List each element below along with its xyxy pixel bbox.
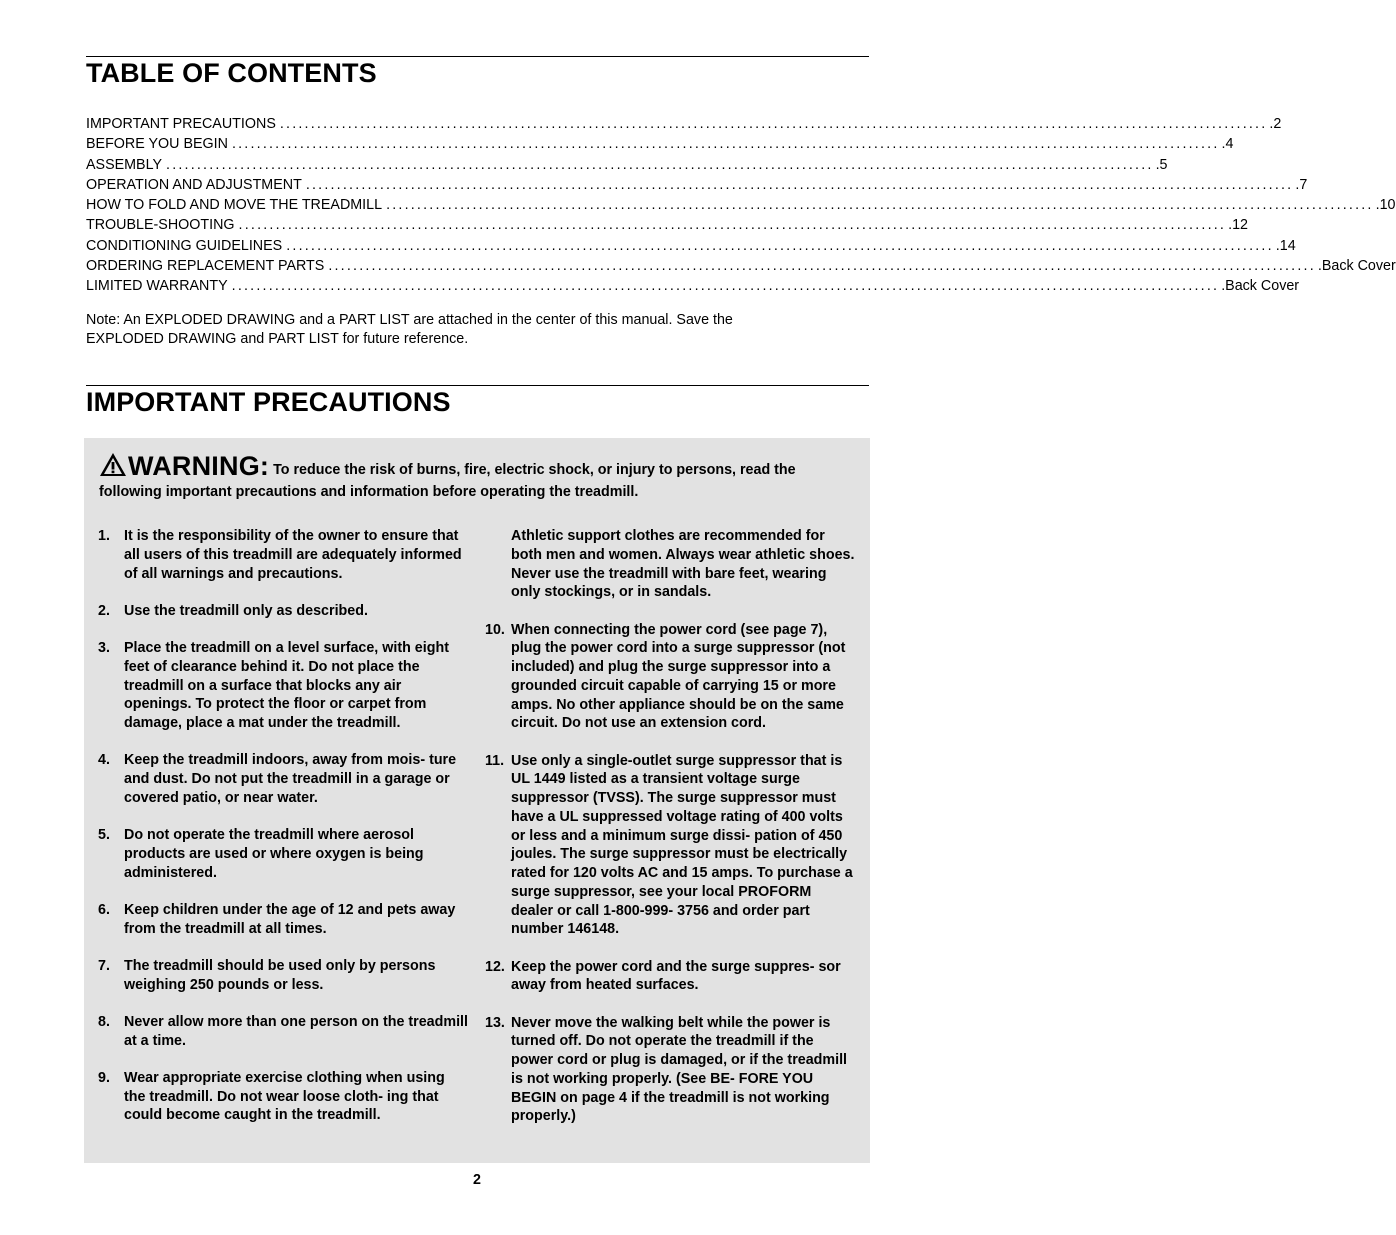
precaution-text: Never allow more than one person on the treadmill at a time. <box>124 1013 468 1049</box>
precaution-item <box>98 826 470 882</box>
precaution-item <box>485 1014 857 1127</box>
precaution-item <box>485 958 857 996</box>
toc-list <box>86 114 1396 297</box>
toc-note <box>86 311 869 349</box>
toc-entry <box>86 215 1248 235</box>
precaution-text: Place the treadmill on a level surface, with eight feet of clearance behind it. Do not place the treadmill on a surface that blocks any air openings. To protect the floor or carpet from damage, place a mat under the treadmill. <box>124 640 449 731</box>
precaution-number: 5. <box>98 827 110 843</box>
toc-entry-leader: ................................................................................................................................................................ <box>231 278 1220 295</box>
precaution-text: Use the treadmill only as described. <box>124 602 368 619</box>
toc-top-rule <box>86 56 869 57</box>
toc-entry-leader: ................................................................................................................................................................ <box>305 176 1294 193</box>
toc-entry-title: BEFORE YOU BEGIN <box>86 136 228 153</box>
precaution-text: Never move the walking belt while the power is turned off. Do not operate the treadmill if the power cord or plug is damaged, or if the treadmill is not working properly. (See BE- FORE YOU BEGIN on page 4 if the treadmill is not working properly.) <box>511 1014 848 1125</box>
toc-entry-title: TROUBLE-SHOOTING <box>86 217 235 234</box>
toc-heading: TABLE OF CONTENTS <box>86 58 377 88</box>
precaution-number: 10. <box>485 621 505 638</box>
toc-entry <box>86 256 1396 276</box>
toc-entry-leader: ................................................................................................................................................................ <box>386 197 1374 214</box>
precaution-number: 11. <box>485 752 505 769</box>
precautions-top-rule <box>86 385 869 386</box>
warning-triangle-icon <box>99 452 127 483</box>
precaution-number: 9. <box>98 1069 110 1086</box>
precaution-item <box>485 752 857 940</box>
precaution-text: Do not operate the treadmill where aerosol products are used or where oxygen is being administered. <box>124 827 424 881</box>
precaution-item <box>98 957 470 995</box>
toc-entry-title: ASSEMBLY <box>86 156 163 173</box>
precaution-number: 8. <box>98 1013 110 1030</box>
precaution-number: 12. <box>485 958 505 975</box>
toc-entry-title: ORDERING REPLACEMENT PARTS <box>86 258 325 275</box>
precaution-text: When connecting the power cord (see page 7), plug the power cord into a surge suppressor (not included) and plug the surge suppressor into a grounded circuit capable of carrying 15 or more amps. No other appliance should be on the same circuit. Do not use an extension cord. <box>511 621 846 732</box>
toc-entry <box>86 134 1234 154</box>
warning-text: To reduce the risk of burns, fire, electric shock, or injury to persons, read the following important precautions and information before operating the treadmill. <box>99 462 796 500</box>
toc-entry-page: .10 <box>1375 197 1396 214</box>
toc-entry-page: .14 <box>1275 237 1296 254</box>
toc-entry <box>86 155 1168 175</box>
toc-entry-leader: ................................................................................................................................................................ <box>231 136 1220 153</box>
precautions-right-column <box>485 527 857 1145</box>
toc-entry-page: .Back Cover <box>1221 278 1300 295</box>
toc-entry-title: IMPORTANT PRECAUTIONS <box>86 116 276 132</box>
toc-entry-leader: ................................................................................................................................................................ <box>279 116 1268 132</box>
toc-entry-page: .Back Cover <box>1317 258 1396 275</box>
precaution-item <box>98 751 470 807</box>
toc-entry-leader: ................................................................................................................................................................ <box>238 217 1227 234</box>
toc-entry <box>86 195 1396 215</box>
precaution-item <box>98 602 470 621</box>
toc-entry-page: .2 <box>1269 116 1282 132</box>
precaution-number: 7. <box>98 957 110 974</box>
precaution-number: 13. <box>485 1014 505 1031</box>
toc-entry-title: LIMITED WARRANTY <box>86 278 228 295</box>
warning-block <box>99 452 859 502</box>
precaution-number: 1. <box>98 528 110 544</box>
precaution-text: Keep the power cord and the surge suppres- sor away from heated surfaces. <box>511 958 841 994</box>
toc-entry-page: .12 <box>1228 217 1248 234</box>
precaution-item <box>98 527 470 583</box>
precaution-item <box>485 621 857 734</box>
warning-word: WARNING: <box>128 451 270 481</box>
precaution-9-continuation: Athletic support clothes are recommended for both men and women. Always wear athletic shoes. Never use the treadmill with bare feet, wearing only stockings, or in sandals. <box>511 528 855 601</box>
precaution-text: Keep the treadmill indoors, away from mois- ture and dust. Do not put the treadmill in a garage or covered patio, or near water. <box>124 752 457 806</box>
precaution-number: 4. <box>98 752 110 769</box>
toc-entry-title: CONDITIONING GUIDELINES <box>86 237 283 254</box>
precaution-text: Use only a single-outlet surge suppressor that is UL 1449 listed as a transient voltage surge suppressor (TVSS). The surge suppressor must have a UL suppressed voltage rating of 400 volts or less and a minimum surge dissi- pation of 450 joules. The surge suppressor must be electrically rated for 120 volts AC and 15 amps. To purchase a surge suppressor, see your local PROFORM dealer or call 1-800-999- 3756 and order part number 146148. <box>511 752 853 938</box>
toc-entry <box>86 175 1308 195</box>
toc-entry-page: .4 <box>1221 136 1234 153</box>
toc-note-line-1: Note: An EXPLODED DRAWING and a PART LIST are attached in the center of this manual. Save the <box>86 312 733 328</box>
toc-entry-leader: ................................................................................................................................................................ <box>328 258 1316 275</box>
page-number: 2 <box>473 1172 481 1188</box>
precaution-text: The treadmill should be used only by persons weighing 250 pounds or less. <box>124 957 436 993</box>
precaution-text: Keep children under the age of 12 and pets away from the treadmill at all times. <box>124 901 456 937</box>
precautions-left-column <box>98 527 470 1144</box>
toc-entry-leader: ................................................................................................................................................................ <box>286 237 1274 254</box>
toc-entry-title: OPERATION AND ADJUSTMENT <box>86 176 302 193</box>
toc-entry-page: .5 <box>1155 156 1168 173</box>
precautions-heading: IMPORTANT PRECAUTIONS <box>86 387 451 417</box>
toc-entry-title: HOW TO FOLD AND MOVE THE TREADMILL <box>86 197 383 214</box>
toc-entry <box>86 276 1300 296</box>
precaution-number: 6. <box>98 901 110 918</box>
precaution-item <box>98 639 470 733</box>
toc-entry <box>86 236 1296 256</box>
toc-note-line-2: EXPLODED DRAWING and PART LIST for future reference. <box>86 331 469 347</box>
precaution-item <box>98 901 470 939</box>
precaution-item <box>98 1013 470 1051</box>
toc-entry-leader: ................................................................................................................................................................ <box>166 156 1154 173</box>
precaution-text: It is the responsibility of the owner to ensure that all users of this treadmill are adequately informed of all warnings and precautions. <box>124 528 462 582</box>
precaution-text: Wear appropriate exercise clothing when using the treadmill. Do not wear loose cloth- ing that could become caught in the treadmill. <box>124 1069 445 1124</box>
precaution-item <box>98 1069 470 1125</box>
toc-entry <box>86 114 1282 134</box>
toc-entry-page: .7 <box>1295 176 1308 193</box>
precaution-number: 2. <box>98 602 110 619</box>
warning-panel <box>84 438 870 1163</box>
precaution-number: 3. <box>98 640 110 656</box>
